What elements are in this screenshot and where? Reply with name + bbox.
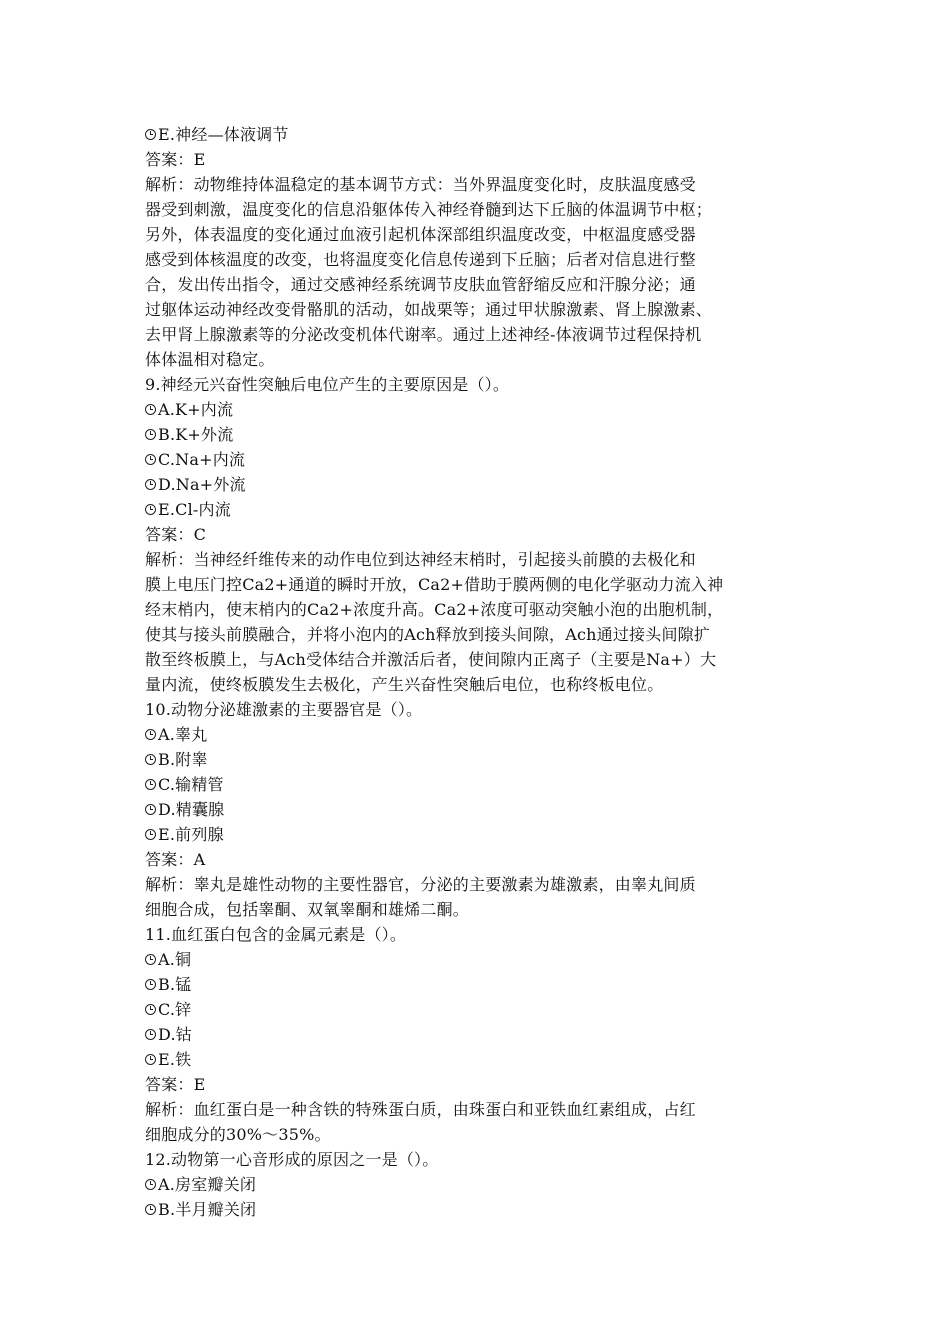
answer-option[interactable] bbox=[145, 747, 810, 772]
radio-clock-icon bbox=[145, 129, 156, 140]
answer-option[interactable] bbox=[145, 997, 810, 1022]
explanation-line: 解析：血红蛋白是一种含铁的特殊蛋白质，由珠蛋白和亚铁血红素组成，占红 bbox=[145, 1100, 696, 1119]
explanation-line: 合，发出传出指令，通过交感神经系统调节皮肤血管舒缩反应和汗腺分泌；通 bbox=[145, 275, 696, 294]
radio-clock-icon bbox=[145, 1004, 156, 1015]
radio-clock-icon bbox=[145, 954, 156, 965]
question-text: 10.动物分泌雄激素的主要器官是（）。 bbox=[145, 700, 423, 719]
answer-option[interactable] bbox=[145, 822, 810, 847]
answer-option[interactable] bbox=[145, 122, 810, 147]
radio-clock-icon bbox=[145, 779, 156, 790]
radio-clock-icon bbox=[145, 1054, 156, 1065]
radio-clock-icon bbox=[145, 429, 156, 440]
option-label: E.神经—体液调节 bbox=[158, 125, 289, 144]
answer-option[interactable] bbox=[145, 972, 810, 997]
radio-clock-icon bbox=[145, 504, 156, 515]
explanation-line: 感受到体核温度的改变，也将温度变化信息传递到下丘脑；后者对信息进行整 bbox=[145, 250, 696, 269]
explanation-line: 另外，体表温度的变化通过血液引起机体深部组织温度改变，中枢温度感受器 bbox=[145, 225, 696, 244]
answer-option[interactable] bbox=[145, 1197, 810, 1222]
radio-clock-icon bbox=[145, 1204, 156, 1215]
question-text: 12.动物第一心音形成的原因之一是（）。 bbox=[145, 1150, 439, 1169]
document-page bbox=[145, 122, 810, 1222]
answer-option[interactable] bbox=[145, 772, 810, 797]
option-label: B.半月瓣关闭 bbox=[158, 1200, 257, 1219]
answer-text: 答案：A bbox=[145, 850, 206, 869]
radio-clock-icon bbox=[145, 454, 156, 465]
answer-option[interactable] bbox=[145, 447, 810, 472]
answer-option[interactable] bbox=[145, 472, 810, 497]
option-label: A.铜 bbox=[158, 950, 192, 969]
explanation-line: 使其与接头前膜融合，并将小泡内的Ach释放到接头间隙，Ach通过接头间隙扩 bbox=[145, 625, 711, 644]
answer-option[interactable] bbox=[145, 1022, 810, 1047]
explanation-line: 量内流，使终板膜发生去极化，产生兴奋性突触后电位，也称终板电位。 bbox=[145, 675, 664, 694]
option-label: E.前列腺 bbox=[158, 825, 224, 844]
explanation-line: 体体温相对稳定。 bbox=[145, 350, 275, 369]
option-label: E.铁 bbox=[158, 1050, 192, 1069]
question-text: 9.神经元兴奋性突触后电位产生的主要原因是（）。 bbox=[145, 375, 510, 394]
explanation-line: 经末梢内，使末梢内的Ca2+浓度升高。Ca2+浓度可驱动突触小泡的出胞机制， bbox=[145, 600, 724, 619]
option-label: B.K+外流 bbox=[158, 425, 234, 444]
option-label: A.K+内流 bbox=[158, 400, 234, 419]
explanation-line: 解析：当神经纤维传来的动作电位到达神经末梢时，引起接头前膜的去极化和 bbox=[145, 550, 696, 569]
option-label: A.房室瓣关闭 bbox=[158, 1175, 257, 1194]
answer-option[interactable] bbox=[145, 422, 810, 447]
option-label: A.睾丸 bbox=[158, 725, 208, 744]
answer-option[interactable] bbox=[145, 397, 810, 422]
answer-text: 答案：E bbox=[145, 150, 206, 169]
explanation-line: 去甲肾上腺激素等的分泌改变机体代谢率。通过上述神经-体液调节过程保持机 bbox=[145, 325, 702, 344]
explanation-line: 细胞合成，包括睾酮、双氧睾酮和雄烯二酮。 bbox=[145, 900, 470, 919]
option-label: C.Na+内流 bbox=[158, 450, 246, 469]
radio-clock-icon bbox=[145, 404, 156, 415]
option-label: D.精囊腺 bbox=[158, 800, 225, 819]
option-label: D.钴 bbox=[158, 1025, 192, 1044]
radio-clock-icon bbox=[145, 804, 156, 815]
option-label: B.锰 bbox=[158, 975, 192, 994]
answer-option[interactable] bbox=[145, 1047, 810, 1072]
answer-option[interactable] bbox=[145, 497, 810, 522]
explanation-line: 解析：动物维持体温稳定的基本调节方式：当外界温度变化时，皮肤温度感受 bbox=[145, 175, 696, 194]
answer-option[interactable] bbox=[145, 947, 810, 972]
question-text: 11.血红蛋白包含的金属元素是（）。 bbox=[145, 925, 407, 944]
answer-option[interactable] bbox=[145, 722, 810, 747]
radio-clock-icon bbox=[145, 754, 156, 765]
answer-option[interactable] bbox=[145, 797, 810, 822]
option-label: D.Na+外流 bbox=[158, 475, 246, 494]
answer-text: 答案：C bbox=[145, 525, 207, 544]
radio-clock-icon bbox=[145, 979, 156, 990]
explanation-line: 散至终板膜上，与Ach受体结合并激活后者，使间隙内正离子（主要是Na+）大 bbox=[145, 650, 717, 669]
radio-clock-icon bbox=[145, 729, 156, 740]
option-label: C.锌 bbox=[158, 1000, 192, 1019]
explanation-line: 过躯体运动神经改变骨骼肌的活动，如战栗等；通过甲状腺激素、肾上腺激素、 bbox=[145, 300, 713, 319]
radio-clock-icon bbox=[145, 1029, 156, 1040]
radio-clock-icon bbox=[145, 479, 156, 490]
answer-option[interactable] bbox=[145, 1172, 810, 1197]
radio-clock-icon bbox=[145, 1179, 156, 1190]
option-label: B.附睾 bbox=[158, 750, 208, 769]
answer-text: 答案：E bbox=[145, 1075, 206, 1094]
option-label: C.输精管 bbox=[158, 775, 224, 794]
explanation-line: 细胞成分的30%～35%。 bbox=[145, 1125, 331, 1144]
explanation-line: 解析：睾丸是雄性动物的主要性器官，分泌的主要激素为雄激素，由睾丸间质 bbox=[145, 875, 696, 894]
radio-clock-icon bbox=[145, 829, 156, 840]
option-label: E.Cl-内流 bbox=[158, 500, 231, 519]
explanation-line: 膜上电压门控Ca2+通道的瞬时开放，Ca2+借助于膜两侧的电化学驱动力流入神 bbox=[145, 575, 724, 594]
explanation-line: 器受到刺激，温度变化的信息沿躯体传入神经脊髓到达下丘脑的体温调节中枢； bbox=[145, 200, 713, 219]
